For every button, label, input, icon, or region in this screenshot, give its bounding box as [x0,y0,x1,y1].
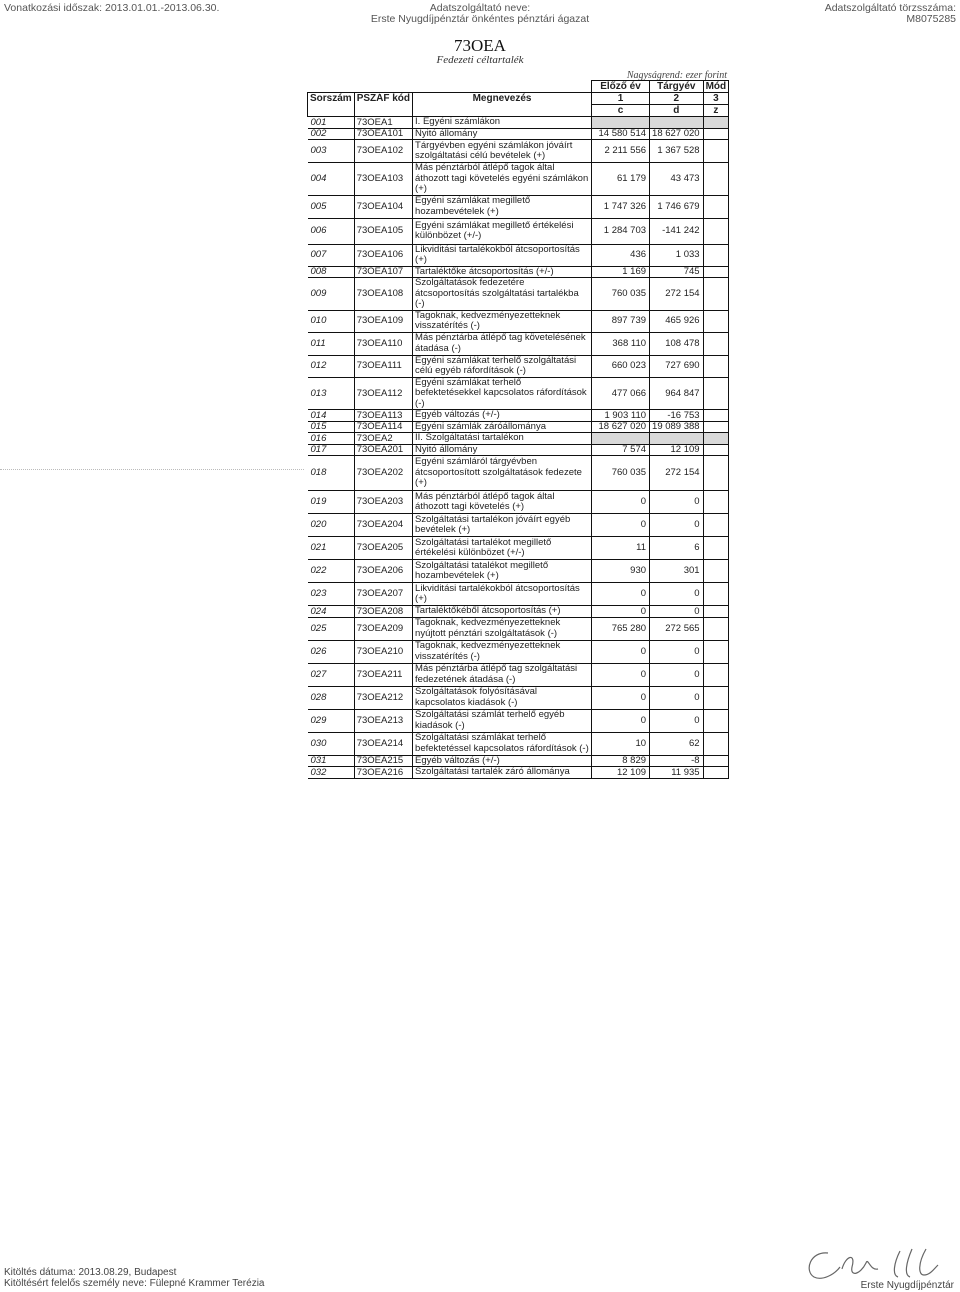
mod-value [703,310,729,332]
curr-year-value: 0 [650,491,704,514]
row-description: Szolgáltatási tartalék záró állománya [413,767,592,779]
mod-value [703,755,729,767]
pszaf-code: 73OEA208 [354,606,412,618]
row-number: 011 [308,332,355,355]
pszaf-code: 73OEA213 [354,709,412,732]
row-description: Szolgáltatások folyósításával kapcsolatos kiadások (-) [413,686,592,709]
curr-year-value: 745 [650,266,704,278]
mod-value [703,514,729,537]
pszaf-code: 73OEA112 [354,377,412,410]
pszaf-code: 73OEA114 [354,421,412,433]
curr-year-value: 0 [650,583,704,606]
pszaf-code: 73OEA101 [354,128,412,140]
curr-year-value: 964 847 [650,377,704,410]
mod-value [703,537,729,560]
prev-year-value: 18 627 020 [592,421,650,433]
header-mod: Mód [703,81,729,93]
row-number: 024 [308,606,355,618]
mod-value [703,218,729,244]
prev-year-value: 0 [592,709,650,732]
scan-artifact-line [0,469,304,470]
table-row [308,709,729,732]
table-row [308,195,729,218]
prev-year-value: 11 [592,537,650,560]
table-row [308,491,729,514]
row-description: Más pénztárba átlépő tag szolgáltatási fedezetének átadása (-) [413,663,592,686]
row-number: 001 [308,117,355,129]
pszaf-code: 73OEA103 [354,163,412,196]
prev-year-value: 436 [592,244,650,266]
curr-year-value: 727 690 [650,355,704,377]
header-sorszam: Sorszám [308,93,355,105]
table-row [308,617,729,640]
provider-name-label: Adatszolgáltató neve: [429,2,531,14]
header-col-2: 2 [650,93,704,105]
prev-year-value: 0 [592,686,650,709]
provider-name-block [0,3,960,25]
curr-year-value: 272 154 [650,456,704,491]
row-number: 013 [308,377,355,410]
mod-value [703,663,729,686]
row-number: 006 [308,218,355,244]
prev-year-value: 1 169 [592,266,650,278]
row-number: 017 [308,444,355,456]
table-row [308,537,729,560]
pszaf-code: 73OEA111 [354,355,412,377]
footer-right: Erste Nyugdíjpénztár [860,1280,954,1291]
prev-year-value: 660 023 [592,355,650,377]
row-number: 026 [308,640,355,663]
curr-year-value: 0 [650,709,704,732]
prev-year-value: 14 580 514 [592,128,650,140]
curr-year-value: 19 089 388 [650,421,704,433]
pszaf-code: 73OEA216 [354,767,412,779]
curr-year-value: 0 [650,686,704,709]
prev-year-value: 12 109 [592,767,650,779]
row-description: Szolgáltatási számlát terhelő egyéb kiadások (-) [413,709,592,732]
table-row [308,433,729,445]
pszaf-code: 73OEA215 [354,755,412,767]
pszaf-code: 73OEA109 [354,310,412,332]
pszaf-code: 73OEA108 [354,278,412,311]
row-number: 010 [308,310,355,332]
row-description: Egyéni számlákat megillető hozambevételek (+) [413,195,592,218]
row-description: Tagoknak, kedvezményezetteknek nyújtott pénztári szolgáltatások (-) [413,617,592,640]
row-number: 030 [308,732,355,755]
mod-value [703,606,729,618]
prev-year-value: 0 [592,606,650,618]
header-col-c: c [592,105,650,117]
header-col-1: 1 [592,93,650,105]
row-description: Egyéni számlák záróállománya [413,421,592,433]
curr-year-value: 0 [650,663,704,686]
row-number: 022 [308,560,355,583]
mod-value [703,686,729,709]
mod-value [703,583,729,606]
prev-year-value: 0 [592,663,650,686]
table-row [308,117,729,129]
mod-value [703,128,729,140]
curr-year-value: 465 926 [650,310,704,332]
row-number: 020 [308,514,355,537]
row-description: Egyéni számlákat megillető értékelési különbözet (+/-) [413,218,592,244]
prev-year-value: 760 035 [592,456,650,491]
table-row [308,663,729,686]
prev-year-value: 2 211 556 [592,140,650,163]
prev-year-value: 930 [592,560,650,583]
prev-year-value: 10 [592,732,650,755]
table-row [308,310,729,332]
row-number: 009 [308,278,355,311]
header-row-1 [308,81,729,93]
table-row [308,410,729,422]
mod-value [703,767,729,779]
row-number: 008 [308,266,355,278]
mod-value [703,421,729,433]
curr-year-value: 0 [650,606,704,618]
provider-id: M8075285 [906,13,956,25]
table-row [308,583,729,606]
table-row [308,755,729,767]
prev-year-value: 0 [592,640,650,663]
table-row [308,732,729,755]
row-number: 015 [308,421,355,433]
table-row [308,444,729,456]
row-description: Más pénztárba átlépő tag követelésének átadása (-) [413,332,592,355]
curr-year-value: 1 746 679 [650,195,704,218]
prev-year-value: 8 829 [592,755,650,767]
table-row [308,606,729,618]
curr-year-value: 272 565 [650,617,704,640]
curr-year-value: 1 033 [650,244,704,266]
provider-id-block [825,3,956,25]
row-number: 029 [308,709,355,732]
table-row [308,640,729,663]
mod-value [703,163,729,196]
prev-year-value [592,433,650,445]
curr-year-value: 12 109 [650,444,704,456]
prev-year-value: 0 [592,491,650,514]
row-description: Tárgyévben egyéni számlákon jóváírt szolgáltatási célú bevételek (+) [413,140,592,163]
pszaf-code: 73OEA203 [354,491,412,514]
prev-year-value [592,117,650,129]
prev-year-value: 368 110 [592,332,650,355]
row-description: Nyitó állomány [413,128,592,140]
mod-value [703,140,729,163]
mod-value [703,560,729,583]
curr-year-value: 11 935 [650,767,704,779]
mod-value [703,640,729,663]
pszaf-code: 73OEA1 [354,117,412,129]
row-number: 032 [308,767,355,779]
row-description: Tagoknak, kedvezményezetteknek visszatérítés (-) [413,310,592,332]
pszaf-code: 73OEA206 [354,560,412,583]
row-number: 012 [308,355,355,377]
mod-value [703,444,729,456]
mod-value [703,278,729,311]
row-description: Egyéb változás (+/-) [413,410,592,422]
header-megnevezes: Megnevezés [413,93,592,105]
table-row [308,514,729,537]
row-description: Likviditási tartalékokból átcsoportosítás (+) [413,583,592,606]
row-number: 014 [308,410,355,422]
header-row-3 [308,105,729,117]
header-col-3: 3 [703,93,729,105]
prev-year-value: 1 747 326 [592,195,650,218]
header-pszaf: PSZÁF kód [354,93,412,105]
reserve-table [307,80,729,779]
row-number: 023 [308,583,355,606]
curr-year-value: 1 367 528 [650,140,704,163]
mod-value [703,433,729,445]
pszaf-code: 73OEA104 [354,195,412,218]
row-number: 019 [308,491,355,514]
pszaf-code: 73OEA2 [354,433,412,445]
curr-year-value [650,117,704,129]
mod-value [703,266,729,278]
prev-year-value: 1 903 110 [592,410,650,422]
mod-value [703,732,729,755]
form-title: 73OEA [454,36,506,55]
mod-value [703,456,729,491]
pszaf-code: 73OEA204 [354,514,412,537]
prev-year-value: 477 066 [592,377,650,410]
pszaf-code: 73OEA210 [354,640,412,663]
table-row [308,355,729,377]
row-number: 007 [308,244,355,266]
curr-year-value: -8 [650,755,704,767]
row-number: 018 [308,456,355,491]
table-row [308,266,729,278]
table-row [308,421,729,433]
table-row [308,560,729,583]
row-description: Szolgáltatási tartalékot megillető értékelési különbözet (+/-) [413,537,592,560]
pszaf-code: 73OEA207 [354,583,412,606]
row-description: Egyéni számláról tárgyévben átcsoportosított szolgáltatások fedezete (+) [413,456,592,491]
row-description: Tartaléktőke átcsoportosítás (+/-) [413,266,592,278]
row-description: Nyitó állomány [413,444,592,456]
curr-year-value: 272 154 [650,278,704,311]
row-number: 005 [308,195,355,218]
mod-value [703,117,729,129]
mod-value [703,709,729,732]
mod-value [703,491,729,514]
table-row [308,140,729,163]
row-description: Szolgáltatások fedezetére átcsoportosítás szolgáltatási tartalékba (-) [413,278,592,311]
mod-value [703,195,729,218]
form-subtitle: Fedezeti céltartalék [436,54,524,66]
row-description: Szolgáltatási tatalékot megillető hozambevételek (+) [413,560,592,583]
row-number: 031 [308,755,355,767]
pszaf-code: 73OEA107 [354,266,412,278]
curr-year-value: 18 627 020 [650,128,704,140]
row-description: Tagoknak, kedvezményezetteknek visszatérítés (-) [413,640,592,663]
prev-year-value: 61 179 [592,163,650,196]
responsible-person: Kitöltésért felelős személy neve: Fülepné Krammer Terézia [4,1278,265,1289]
curr-year-value: -141 242 [650,218,704,244]
pszaf-code: 73OEA110 [354,332,412,355]
row-description: II. Szolgáltatási tartalékon [413,433,592,445]
provider-name: Erste Nyugdíjpénztár önkéntes pénztári ágazat [370,13,590,25]
mod-value [703,410,729,422]
header-col-z: z [703,105,729,117]
header-curr-year: Tárgyév [650,81,704,93]
row-number: 025 [308,617,355,640]
table-row [308,686,729,709]
prev-year-value: 1 284 703 [592,218,650,244]
curr-year-value: 0 [650,514,704,537]
fill-date: Kitöltés dátuma: 2013.08.29, Budapest [4,1267,177,1278]
row-description: Tartaléktőkéből átcsoportosítás (+) [413,606,592,618]
header-prev-year: Előző év [592,81,650,93]
curr-year-value: 6 [650,537,704,560]
prev-year-value: 897 739 [592,310,650,332]
header-col-d: d [650,105,704,117]
pszaf-code: 73OEA211 [354,663,412,686]
unit-note: Nagyságrend: ezer forint [626,70,727,81]
header-row-2 [308,93,729,105]
row-description: I. Egyéni számlákon [413,117,592,129]
prev-year-value: 7 574 [592,444,650,456]
footer-left [4,1267,264,1289]
pszaf-code: 73OEA214 [354,732,412,755]
row-number: 027 [308,663,355,686]
curr-year-value: -16 753 [650,410,704,422]
curr-year-value: 0 [650,640,704,663]
prev-year-value: 0 [592,514,650,537]
pszaf-code: 73OEA105 [354,218,412,244]
row-number: 028 [308,686,355,709]
curr-year-value: 62 [650,732,704,755]
prev-year-value: 0 [592,583,650,606]
mod-value [703,332,729,355]
table-row [308,163,729,196]
curr-year-value: 43 473 [650,163,704,196]
row-description: Más pénztárból átlépő tagok által áthozott tagi követelés (+) [413,491,592,514]
prev-year-value: 760 035 [592,278,650,311]
mod-value [703,617,729,640]
row-number: 016 [308,433,355,445]
mod-value [703,377,729,410]
row-description: Egyéb változás (+/-) [413,755,592,767]
pszaf-code: 73OEA205 [354,537,412,560]
row-description: Likviditási tartalékokból átcsoportosítás (+) [413,244,592,266]
table-row [308,332,729,355]
table-row [308,244,729,266]
pszaf-code: 73OEA202 [354,456,412,491]
curr-year-value: 301 [650,560,704,583]
table-row [308,456,729,491]
prev-year-value: 765 280 [592,617,650,640]
table-row [308,377,729,410]
pszaf-code: 73OEA102 [354,140,412,163]
table-row [308,767,729,779]
mod-value [703,244,729,266]
row-number: 002 [308,128,355,140]
row-description: Egyéni számlákat terhelő szolgáltatási célú egyéb ráfordítások (-) [413,355,592,377]
pszaf-code: 73OEA209 [354,617,412,640]
pszaf-code: 73OEA201 [354,444,412,456]
curr-year-value: 108 478 [650,332,704,355]
row-description: Egyéni számlákat terhelő befektetésekkel kapcsolatos ráfordítások (-) [413,377,592,410]
reporting-period: Vonatkozási időszak: 2013.01.01.-2013.06.30. [4,2,220,14]
mod-value [703,355,729,377]
provider-id-label: Adatszolgáltató törzsszáma: [824,2,956,14]
table-row [308,218,729,244]
table-row [308,128,729,140]
row-number: 021 [308,537,355,560]
row-number: 003 [308,140,355,163]
pszaf-code: 73OEA212 [354,686,412,709]
row-description: Más pénztárból átlépő tagok által áthozott tagi követelés egyéni számlákon (+) [413,163,592,196]
pszaf-code: 73OEA113 [354,410,412,422]
row-description: Szolgáltatási tartalékon jóváírt egyéb bevételek (+) [413,514,592,537]
table-row [308,278,729,311]
row-number: 004 [308,163,355,196]
curr-year-value [650,433,704,445]
row-description: Szolgáltatási számlákat terhelő befektetéssel kapcsolatos ráfordítások (-) [413,732,592,755]
pszaf-code: 73OEA106 [354,244,412,266]
